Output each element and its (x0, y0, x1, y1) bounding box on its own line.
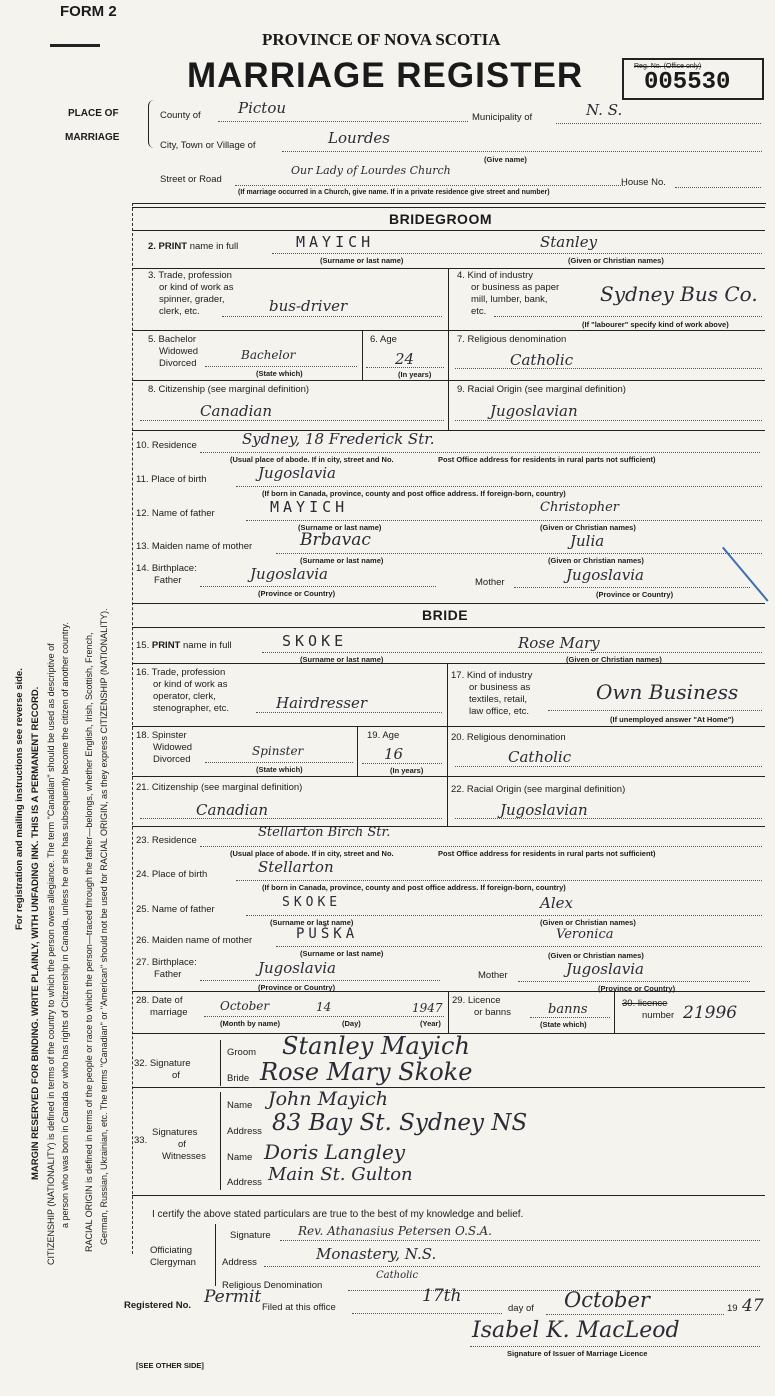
rule-witness-bottom (132, 1195, 765, 1196)
f25-label: 25. Name of father (136, 904, 215, 915)
f12-caption-a: (Surname or last name) (298, 523, 382, 532)
f3-label-4: clerk, etc. (159, 306, 200, 317)
marriage-label: MARRIAGE (65, 132, 120, 143)
f14-caption-a: (Province or Country) (258, 589, 336, 598)
f3-label-1: 3. Trade, profession (148, 270, 232, 281)
f17-label-3: textiles, retail, (469, 694, 528, 705)
filed-month-line (546, 1314, 724, 1315)
city-line (282, 151, 762, 152)
reg-number-box (622, 58, 764, 100)
street-line (235, 185, 625, 186)
f18-label-3: Divorced (153, 754, 191, 765)
groom-signature: Stanley Mayich (282, 1032, 470, 1060)
f24-label: 24. Place of birth (136, 869, 208, 880)
f6-line (366, 367, 444, 368)
clergy-religion-line (348, 1290, 760, 1291)
bride-signature: Rose Mary Skoke (260, 1058, 473, 1086)
groom-father-given: Christopher (540, 500, 620, 515)
f18-label-1: 18. Spinster (136, 730, 187, 741)
f17-label-2: or business as (469, 682, 531, 693)
f9-line (455, 420, 762, 421)
f16-label-2: or kind of work as (153, 679, 228, 690)
f27-caption-b: (Province or Country) (598, 984, 676, 993)
col-bg-3 (448, 268, 449, 430)
f9-label: 9. Racial Origin (see marginal definition) (457, 384, 626, 395)
marriage-day: 14 (316, 1000, 332, 1014)
form-number: FORM 2 (60, 3, 117, 20)
f3-label-2: or kind of work as (159, 282, 234, 293)
f33-label-4: Witnesses (162, 1151, 206, 1162)
f7-line (455, 368, 762, 369)
house-line (675, 187, 761, 188)
f16-label-3: operator, clerk, (153, 691, 216, 702)
f18-label-2: Widowed (153, 742, 193, 753)
margin-line-3: CITIZENSHIP (NATIONALITY) is defined in terms of the country to which the person owes allegiance. The term "Canadian" should be used as descriptive of (46, 643, 56, 1265)
bride-trade: Hairdresser (276, 694, 368, 712)
groom-mother-birthplace: Jugoslavia (566, 566, 644, 584)
f13-line (276, 553, 762, 554)
col-br-16 (447, 663, 448, 826)
f27-mother-label: Mother (478, 970, 508, 981)
f30-label: 30. licence (622, 998, 668, 1009)
f17-label-4: law office, etc. (469, 706, 530, 717)
f12-label: 12. Name of father (136, 508, 215, 519)
f18-line (205, 762, 353, 763)
filed-year-prefix: 19 (727, 1303, 738, 1314)
bride-sig-label: Bride (227, 1073, 250, 1084)
f30-number-label: number (642, 1010, 675, 1021)
f32-label-2: of (172, 1070, 180, 1081)
f5-label-1: 5. Bachelor (148, 334, 197, 345)
clergy-signature-line (280, 1240, 760, 1241)
filed-month: October (564, 1288, 650, 1312)
page-title: MARRIAGE REGISTER (187, 56, 584, 95)
place-of-label: PLACE OF (68, 108, 119, 119)
filed-day: 17th (422, 1286, 462, 1306)
groom-given-caption: (Given or Christian names) (568, 256, 664, 265)
f23-caption-a: (Usual place of abode. If in city, street and No. (230, 849, 394, 858)
groom-birthplace: Jugoslavia (258, 464, 336, 482)
street-caption: (If marriage occurred in a Church, give name. If in a private residence give street and number) (238, 189, 550, 196)
bride-age: 16 (384, 745, 404, 763)
witness2-address-label: Address (227, 1177, 262, 1188)
county-line (218, 121, 468, 122)
bride-father-surname: SKOKE (282, 895, 342, 910)
clergy-address-line (264, 1266, 760, 1267)
groom-age: 24 (395, 350, 415, 368)
licence-caption: (State which) (540, 1020, 587, 1029)
f2-line (272, 253, 762, 254)
f27-label-2: Father (154, 969, 182, 980)
issuer-signature: Isabel K. MacLeod (472, 1318, 680, 1343)
f17-label-1: 17. Kind of industry (451, 670, 533, 681)
margin-line-1: For registration and mailing instructions see reverse side. (14, 668, 25, 930)
certify-text: I certify the above stated particulars are true to the best of my knowledge and belief. (152, 1209, 524, 1220)
f16-label-1: 16. Trade, profession (136, 667, 226, 678)
groom-mother-surname: Brbavac (300, 530, 371, 550)
f23-line (200, 846, 762, 847)
f25-caption-a: (Surname or last name) (270, 918, 354, 927)
f14-mother-label: Mother (475, 577, 505, 588)
city-label: City, Town or Village of (160, 140, 256, 151)
groom-father-birthplace: Jugoslavia (250, 565, 328, 583)
groom-sig-label: Groom (227, 1047, 257, 1058)
col-br-19 (357, 726, 358, 776)
day-of-label: day of (508, 1303, 534, 1314)
bride-state-caption: (State which) (256, 765, 303, 774)
f32-label-1: 32. Signature (134, 1058, 191, 1069)
bride-residence: Stellarton Birch Str. (258, 825, 391, 840)
f4-caption: (If "labourer" specify kind of work above) (582, 320, 729, 329)
f10-line (200, 452, 760, 453)
f33-label-2: Signatures (152, 1127, 198, 1138)
f22-label: 22. Racial Origin (see marginal definition) (451, 784, 626, 795)
f6-label: 6. Age (370, 334, 397, 345)
f10-caption-b: Post Office address for residents in rural parts not sufficient) (438, 455, 656, 464)
f26-caption-b: (Given or Christian names) (548, 951, 644, 960)
bride-citizenship: Canadian (196, 801, 269, 819)
f27-caption-a: (Province or Country) (258, 983, 336, 992)
province-title: PROVINCE OF NOVA SCOTIA (262, 30, 501, 49)
f4-label-3: mill, lumber, bank, (471, 294, 548, 305)
place-brace (148, 100, 155, 148)
f3-line (222, 316, 442, 317)
bride-father-given: Alex (540, 894, 573, 912)
issuer-caption: Signature of Issuer of Marriage Licence (507, 1349, 648, 1358)
bridegroom-heading: BRIDEGROOM (389, 211, 492, 227)
bride-status: Spinster (252, 744, 304, 758)
street-label: Street or Road (160, 174, 222, 185)
f15-label: 15. PRINT name in full (136, 640, 232, 651)
f27-line-a (200, 980, 440, 981)
f14-caption-b: (Province or Country) (596, 590, 674, 599)
bride-mother-given: Veronica (556, 927, 614, 942)
groom-status: Bachelor (241, 348, 296, 362)
f23-label: 23. Residence (136, 835, 197, 846)
f33-label-1: 33. (134, 1135, 148, 1146)
groom-bride-brace (220, 1040, 226, 1086)
form-frame (132, 203, 766, 1254)
f25-line (246, 915, 762, 916)
bride-surname-caption: (Surname or last name) (300, 655, 384, 664)
witness-brace (220, 1092, 226, 1190)
f4-label-1: 4. Kind of industry (457, 270, 534, 281)
clergy-signature: Rev. Athanasius Petersen O.S.A. (298, 1224, 492, 1238)
bride-heading: BRIDE (422, 607, 469, 623)
f29-label-2: or banns (474, 1007, 511, 1018)
frame-top-double (132, 207, 765, 208)
f23-caption-b: Post Office address for residents in rural parts not sufficient) (438, 849, 656, 858)
bride-religion: Catholic (508, 748, 572, 766)
witness2-address: Main St. Gulton (268, 1164, 413, 1185)
f4-line (494, 316, 762, 317)
groom-father-surname: MAYICH (270, 498, 349, 516)
f21-line (140, 818, 442, 819)
filed-year: 47 (742, 1296, 764, 1316)
f19-line (362, 763, 442, 764)
f13-caption-a: (Surname or last name) (300, 556, 384, 565)
f22-line (455, 818, 762, 819)
groom-given: Stanley (540, 233, 598, 251)
clergy-brace (215, 1224, 221, 1286)
f28-label-1: 28. Date of (136, 995, 183, 1006)
rule-bride-top (132, 603, 765, 604)
reg-number: 005530 (644, 69, 731, 96)
marriage-month: October (220, 999, 270, 1013)
f29-label-1: 29. Licence (452, 995, 501, 1006)
clergy-address: Monastery, N.S. (316, 1245, 437, 1263)
rule-br-15 (132, 663, 765, 664)
registered-label: Registered No. (124, 1300, 192, 1311)
month-caption: (Month by name) (220, 1019, 280, 1028)
f11-line (236, 486, 762, 487)
f28-label-2: marriage (150, 1007, 188, 1018)
groom-surname: MAYICH (296, 233, 375, 251)
col-licnum (614, 991, 615, 1033)
filed-day-line (352, 1313, 502, 1314)
f2-label: 2. PRINT name in full (148, 241, 239, 252)
f15-line (262, 652, 762, 653)
clergy-religion-label: Religious Denomination (222, 1280, 323, 1291)
f28-line (204, 1016, 444, 1017)
f27-line-b (518, 981, 750, 982)
officiating-label-2: Clergyman (150, 1257, 196, 1268)
rule-br-16 (132, 726, 765, 727)
margin-line-4: a person who was born in Canada or who has rights of Citizenship in Canada, unless he or she has subsequently become the citizen of another country. (60, 622, 70, 1228)
bride-mother-surname: PUŠKA (296, 926, 359, 942)
bride-father-birthplace: Jugoslavia (258, 959, 336, 977)
witness1-name: John Mayich (268, 1088, 389, 1110)
f17-line (548, 710, 762, 711)
rule-sig-bottom (132, 1087, 765, 1088)
issuer-line (470, 1346, 760, 1347)
year-caption: (Year) (420, 1019, 441, 1028)
f3-label-3: spinner, grader, (159, 294, 225, 305)
f20-label: 20. Religious denomination (451, 732, 566, 743)
bride-given: Rose Mary (518, 634, 600, 652)
header-rule (50, 44, 100, 47)
margin-line-5: RACIAL ORIGIN is defined in terms of the people or race to which the person—traced through the father—belongs, whether English, Irish, Scottish, French, (84, 632, 94, 1252)
witness1-address: 83 Bay St. Sydney NS (272, 1110, 528, 1136)
licence-number: 21996 (683, 1003, 738, 1023)
day-caption: (Day) (342, 1019, 361, 1028)
f13-label: 13. Maiden name of mother (136, 541, 253, 552)
f8-label: 8. Citizenship (see marginal definition) (148, 384, 310, 395)
f10-caption-a: (Usual place of abode. If in city, street and No. (230, 455, 394, 464)
groom-citizenship: Canadian (200, 402, 273, 420)
f16-label-4: stenographer, etc. (153, 703, 230, 714)
col-bg-6 (362, 330, 363, 380)
municipality-label: Municipality of (472, 112, 533, 123)
f14-label-2: Father (154, 575, 182, 586)
bride-origin: Jugoslavian (500, 801, 588, 819)
clergy-address-label: Address (222, 1257, 257, 1268)
witness2-name-label: Name (227, 1152, 253, 1163)
f27-label-1: 27. Birthplace: (136, 957, 197, 968)
witness1-address-label: Address (227, 1126, 262, 1137)
bride-age-caption: (In years) (390, 766, 424, 775)
f14-label-1: 14. Birthplace: (136, 563, 197, 574)
groom-industry: Sydney Bus Co. (600, 282, 758, 306)
witness1-name-label: Name (227, 1100, 253, 1111)
f12-line (246, 520, 762, 521)
f12-caption-b: (Given or Christian names) (540, 523, 636, 532)
bride-surname: SKOKE (282, 632, 348, 650)
f26-line (276, 946, 762, 947)
bride-mother-birthplace: Jugoslavia (566, 960, 644, 978)
f11-caption: (If born in Canada, province, county and post office address. If foreign-born, country) (262, 489, 566, 498)
clergy-signature-label: Signature (230, 1230, 271, 1241)
groom-origin: Jugoslavian (490, 402, 578, 420)
filed-label: Filed at this office (262, 1302, 336, 1313)
f5-line (205, 366, 357, 367)
county-value: Pictou (238, 99, 287, 117)
house-label: House No. (621, 177, 666, 188)
f24-caption: (If born in Canada, province, county and post office address. If foreign-born, country) (262, 883, 566, 892)
give-name-caption: (Give name) (484, 155, 527, 164)
groom-age-caption: (In years) (398, 370, 432, 379)
see-other-side: [SEE OTHER SIDE] (136, 1361, 204, 1370)
bride-given-caption: (Given or Christian names) (566, 655, 662, 664)
f14-line-b (514, 587, 750, 588)
city-value: Lourdes (328, 129, 390, 147)
rule-bg-heading (132, 230, 765, 231)
f19-label: 19. Age (367, 730, 400, 741)
groom-religion: Catholic (510, 351, 574, 369)
col-licence (448, 991, 449, 1033)
margin-line-6: German, Russian, Ukrainian, etc. The terms "Canadian" or "American" should not be used for RACIAL ORIGIN, as they express CITIZENSHIP (NATIONALITY). (99, 608, 109, 1245)
county-label: County of (160, 110, 201, 121)
f10-label: 10. Residence (136, 440, 197, 451)
f7-label: 7. Religious denomination (457, 334, 567, 345)
f13-caption-b: (Given or Christian names) (548, 556, 644, 565)
groom-mother-given: Julia (570, 532, 605, 550)
clergy-religion: Catholic (376, 1270, 419, 1281)
groom-trade: bus-driver (269, 297, 348, 315)
f11-label: 11. Place of birth (136, 474, 207, 485)
rule-br-21 (132, 826, 765, 827)
f33-label-3: of (178, 1139, 186, 1150)
f17-caption: (If unemployed answer "At Home") (610, 715, 734, 724)
f29-line (530, 1017, 610, 1018)
licence-type: banns (548, 1002, 588, 1017)
bride-birthplace: Stellarton (258, 858, 334, 876)
f4-label-4: etc. (471, 306, 487, 317)
witness2-name: Doris Langley (264, 1140, 406, 1164)
f14-line-a (200, 586, 436, 587)
registered-number: Permit (204, 1287, 262, 1307)
reg-number-label: Reg. No. (Office only) (634, 63, 702, 70)
f5-label-2: Widowed (159, 346, 199, 357)
f5-label-3: Divorced (159, 358, 197, 369)
f4-label-2: or business as paper (471, 282, 560, 293)
f26-caption-a: (Surname or last name) (300, 949, 384, 958)
rule-bride-heading (132, 627, 765, 628)
rule-bg-8 (132, 430, 765, 431)
groom-residence: Sydney, 18 Frederick Str. (242, 430, 435, 448)
f26-label: 26. Maiden name of mother (136, 935, 253, 946)
marriage-year: 1947 (412, 1001, 443, 1015)
street-value: Our Lady of Lourdes Church (291, 164, 451, 177)
f8-line (140, 420, 444, 421)
f16-line (256, 712, 442, 713)
f25-caption-b: (Given or Christian names) (540, 918, 636, 927)
margin-line-2: MARGIN RESERVED FOR BINDING. WRITE PLAINLY, WITH UNFADING INK. THIS IS A PERMANENT RECORD. (30, 686, 41, 1180)
f21-label: 21. Citizenship (see marginal definition) (136, 782, 303, 793)
f20-line (455, 766, 762, 767)
f24-line (236, 880, 762, 881)
officiating-label-1: Officiating (150, 1245, 193, 1256)
municipality-value: N. S. (586, 101, 623, 119)
groom-surname-caption: (Surname or last name) (320, 256, 404, 265)
bride-industry: Own Business (596, 680, 739, 704)
groom-state-caption: (State which) (256, 369, 303, 378)
rule-br-18 (132, 776, 765, 777)
municipality-line (556, 123, 761, 124)
